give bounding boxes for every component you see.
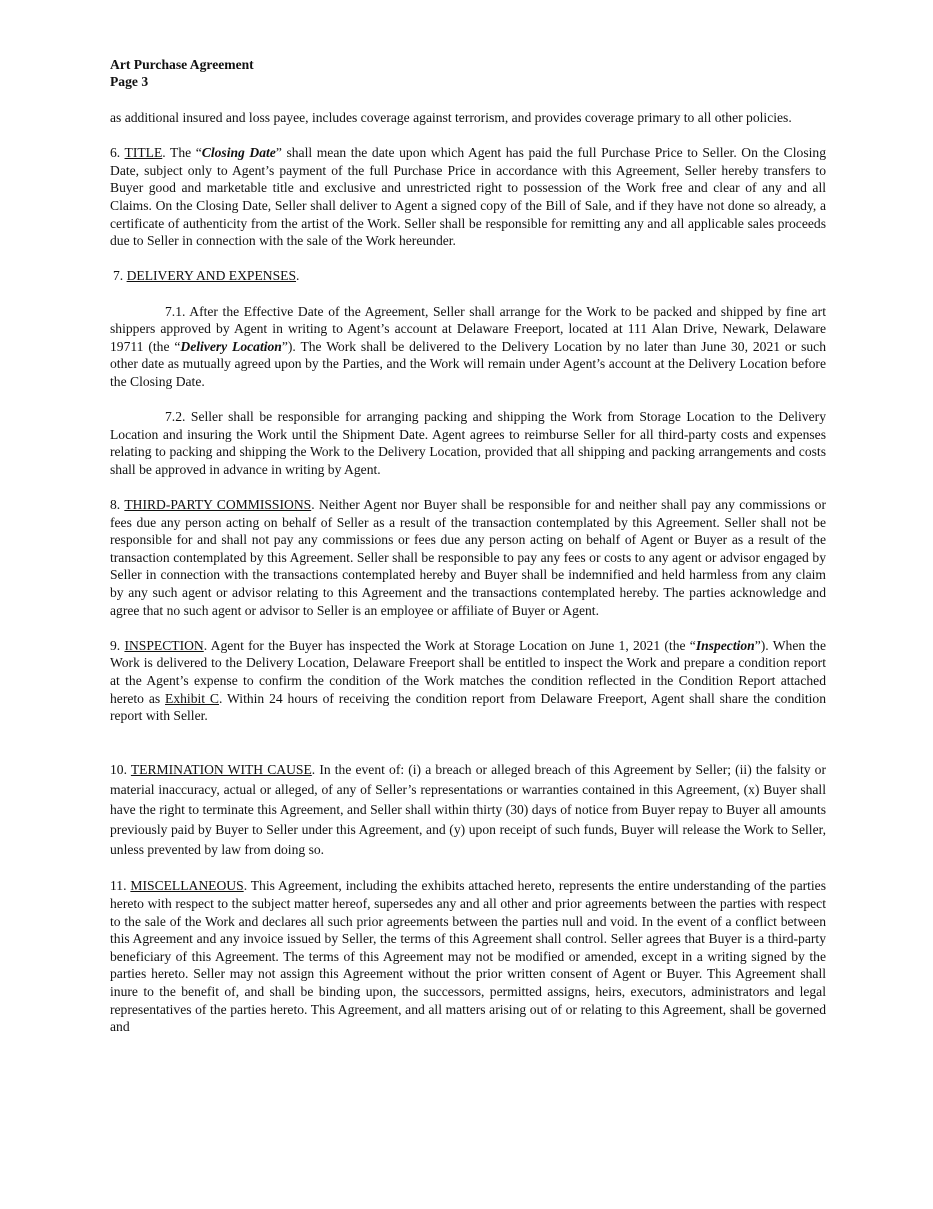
section-6-title bbox=[110, 144, 826, 250]
section-number: 11. bbox=[110, 878, 131, 894]
section-7-2: 7.2. Seller shall be responsible for arranging packing and shipping the Work from Storage Location to the Delivery Location and insuring the Work until the Shipment Date. Agent agrees to reimburse Seller for all third-party costs and expenses relating to packing and shipping the Work to the Delivery Location, provided that all shipping and packing arrangements and costs shall be approved in advance in writing by Agent. bbox=[110, 409, 826, 477]
section-8-commissions bbox=[110, 496, 826, 619]
section-number: 10. bbox=[110, 761, 131, 777]
section-7-1 bbox=[110, 303, 826, 391]
section-number: 8. bbox=[110, 497, 125, 513]
document-page bbox=[110, 56, 826, 1036]
continued-paragraph: as additional insured and loss payee, includes coverage against terrorism, and provides coverage primary to all other policies. bbox=[110, 110, 792, 125]
section-text: . The “ bbox=[162, 145, 202, 161]
section-number: 9. bbox=[110, 637, 125, 653]
defined-term: Inspection bbox=[695, 637, 755, 653]
section-text: . This Agreement, including the exhibits attached hereto, represents the entire understanding of the parties hereto with respect to the subject matter hereof, supersedes any and all other and prior agreements between the parties with respect to the sale of the Work and declares all such prior agreements between the parties null and void. In the event of a conflict between this Agreement and any invoice issued by Seller, the terms of this Agreement shall control. Seller agrees that Buyer is a third-party beneficiary of this Agreement. The terms of this Agreement may not be modified or amended, except in a writing signed by the parties hereto. Seller may not assign this Agreement without the prior written consent of Agent or Buyer. This Agreement shall inure to the benefit of, and shall be binding upon, the successors, permitted assigns, heirs, executors, administrators and legal representatives of the parties hereto. This Agreement, and all matters arising out of or relating to this Agreement, shall be governed and bbox=[110, 878, 827, 1035]
section-heading: TERMINATION WITH CAUSE bbox=[130, 761, 312, 777]
section-text: . bbox=[296, 268, 300, 284]
section-text: 7.1. After the Effective Date of the Agreement, Seller shall arrange for the Work to be packed and shipped by fine art shippers approved by Agent in writing to Agent’s account at Delaware Freeport, located at 111 Alan Drive, Newark, Delaware 19711 (the “ bbox=[110, 303, 826, 354]
section-heading: TITLE bbox=[124, 145, 163, 161]
section-number: 6. bbox=[110, 145, 125, 161]
section-text: ” shall mean the date upon which Agent has paid the full Purchase Price to Seller. On the Closing Date, subject only to Agent’s payment of the full Purchase Price in accordance with this Agreement, Seller hereby transfers to Buyer good and marketable title and exclusive and unrestricted right to possession of the Work free and clear of any and all Claims. On the Closing Date, Seller shall deliver to Agent a signed copy of the Bill of Sale, and if they have not done so already, a certificate of authenticity from the artist of the Work. Seller shall be responsible for remitting any and all applicable sales proceeds due to Seller in connection with the sale of the Work hereunder. bbox=[110, 145, 826, 249]
section-11-miscellaneous bbox=[110, 877, 826, 1035]
section-heading: DELIVERY AND EXPENSES bbox=[126, 268, 297, 284]
section-heading: INSPECTION bbox=[124, 637, 204, 653]
section-text: ”). When the Work is delivered to the Delivery Location, Delaware Freeport shall be entitled to inspect the Work and prepare a condition report at the Agent’s expense to confirm the condition of the Work matches the condition reflected in the Condition Report attached hereto as bbox=[110, 637, 826, 706]
section-text: . Within 24 hours of receiving the condition report from Delaware Freeport, Agent shall share the condition report with Seller. bbox=[110, 690, 826, 724]
exhibit-reference: Exhibit C bbox=[165, 690, 219, 706]
document-title: Art Purchase Agreement bbox=[110, 57, 254, 72]
section-heading: MISCELLANEOUS bbox=[130, 878, 244, 894]
section-text: . Neither Agent nor Buyer shall be responsible for and neither shall pay any commissions or fees due any person acting on behalf of Seller as a result of the transaction contemplated by this Agreement. Seller shall not be responsible for and shall not pay any commissions or fees due any person acting on behalf of Agent or Buyer as a result of the transaction contemplated by this Agreement. Seller shall be responsible to pay any fees or costs to any agent or advisor engaged by Seller in connection with the transactions contemplated hereby and Buyer shall be indemnified and held harmless from any claim by any such agent or advisor relating to this Agreement and the transactions contemplated hereby. The parties acknowledge and agree that no such agent or advisor to Seller is an employee or affiliate of Buyer or Agent. bbox=[110, 497, 826, 618]
section-text: . Agent for the Buyer has inspected the Work at Storage Location on June 1, 2021 (the “ bbox=[203, 637, 696, 653]
section-9-inspection bbox=[110, 637, 826, 725]
section-heading: THIRD-PARTY COMMISSIONS bbox=[124, 497, 312, 513]
page-number: Page 3 bbox=[110, 74, 149, 89]
section-text: ”). The Work shall be delivered to the Delivery Location by no later than June 30, 2021 or such other date as mutually agreed upon by the Parties, and the Work will remain under Agent’s account at the Delivery Location before the Closing Date. bbox=[110, 338, 826, 389]
defined-term: Closing Date bbox=[201, 145, 276, 161]
section-text: . In the event of: (i) a breach or alleged breach of this Agreement by Seller; (ii) the falsity or material inaccuracy, actual or alleged, of any of Seller’s representations or warranties contained in this Agreement, (x) Buyer shall have the right to terminate this Agreement, and Seller shall within thirty (30) days of notice from Buyer repay to Buyer all amounts previously paid by Buyer to Seller under this Agreement, and (y) upon receipt of such funds, Buyer will release the Work to Seller, unless prevented by law from doing so. bbox=[110, 761, 826, 857]
defined-term: Delivery Location bbox=[180, 338, 282, 354]
section-7-heading bbox=[110, 267, 826, 285]
section-10-termination bbox=[110, 760, 826, 860]
section-number: 7. bbox=[113, 268, 127, 284]
